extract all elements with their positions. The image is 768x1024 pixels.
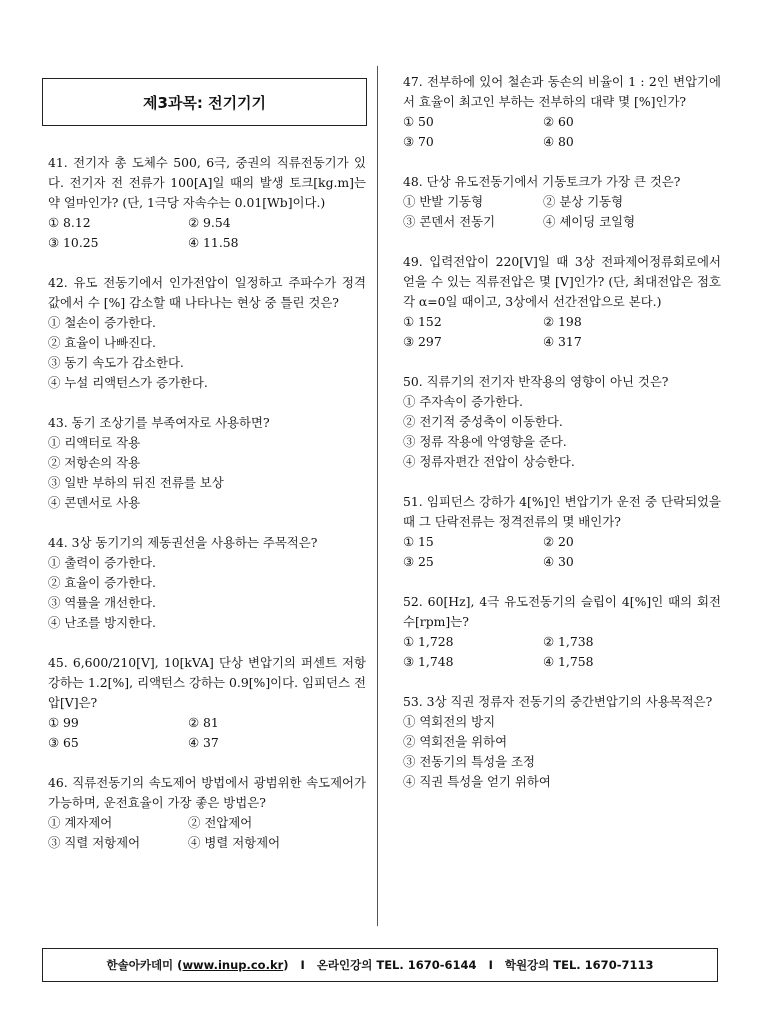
- options: [403, 112, 721, 152]
- question-stem: 45. 6,600/210[V], 10[kVA] 단상 변압기의 퍼센트 저항 강하는 1.2[%], 리액턴스 강하는 0.9[%]이다. 임피던스 전압[V]은?: [48, 655, 366, 710]
- option-1[interactable]: ① 리액터로 작용: [48, 435, 141, 450]
- section-title: 제3과목: 전기기기: [142, 93, 267, 112]
- question-42: [48, 273, 366, 393]
- option-1[interactable]: ① 50: [403, 114, 434, 129]
- option-1[interactable]: ① 152: [403, 314, 442, 329]
- option-3[interactable]: ③ 297: [403, 334, 442, 349]
- option-3[interactable]: ③ 역률을 개선한다.: [48, 595, 156, 610]
- options: [403, 392, 721, 472]
- option-1[interactable]: ① 99: [48, 715, 79, 730]
- options: [403, 712, 721, 792]
- question-43: [48, 413, 366, 513]
- option-3[interactable]: ③ 1,748: [403, 654, 454, 669]
- column-divider: [377, 66, 378, 926]
- question-52: [403, 592, 721, 672]
- question-stem: 50. 직류기의 전기자 반작용의 영향이 아닌 것은?: [403, 374, 669, 389]
- question-48: [403, 172, 721, 232]
- options: [48, 213, 366, 253]
- option-1[interactable]: ① 계자제어: [48, 815, 113, 830]
- option-4[interactable]: ④ 80: [543, 134, 574, 149]
- option-1[interactable]: ① 15: [403, 534, 434, 549]
- question-53: [403, 692, 721, 792]
- option-1[interactable]: ① 출력이 증가한다.: [48, 555, 156, 570]
- option-2[interactable]: ② 20: [543, 534, 574, 549]
- option-3[interactable]: ③ 정류 작용에 악영향을 준다.: [403, 434, 567, 449]
- option-3[interactable]: ③ 65: [48, 735, 79, 750]
- question-stem: 47. 전부하에 있어 철손과 동손의 비율이 1 : 2인 변압기에서 효율이 최고인 부하는 전부하의 대략 몇 [%]인가?: [403, 74, 721, 109]
- question-45: [48, 653, 366, 753]
- question-stem: 43. 동기 조상기를 부족여자로 사용하면?: [48, 415, 270, 430]
- option-4[interactable]: ④ 30: [543, 554, 574, 569]
- option-2[interactable]: ② 분상 기동형: [543, 194, 624, 209]
- question-49: [403, 252, 721, 352]
- options: [48, 553, 366, 633]
- options: [48, 433, 366, 513]
- option-3[interactable]: ③ 콘덴서 전동기: [403, 214, 496, 229]
- option-4[interactable]: ④ 병렬 저항제어: [188, 835, 281, 850]
- question-stem: 51. 임피던스 강하가 4[%]인 변압기가 운전 중 단락되었을 때 그 단락전류는 정격전류의 몇 배인가?: [403, 494, 721, 529]
- footer-separator: I: [300, 958, 305, 972]
- option-4[interactable]: ④ 직권 특성을 얻기 위하여: [403, 774, 551, 789]
- options: [48, 713, 366, 753]
- option-2[interactable]: ② 저항손의 작용: [48, 455, 141, 470]
- question-41: [48, 153, 366, 253]
- question-stem: 46. 직류전동기의 속도제어 방법에서 광범위한 속도제어가 가능하며, 운전효율이 가장 좋은 방법은?: [48, 775, 366, 810]
- option-2[interactable]: ② 60: [543, 114, 574, 129]
- left-column: [48, 153, 366, 873]
- question-stem: 42. 유도 전동기에서 인가전압이 일정하고 주파수가 정격 값에서 수 [%] 감소할 때 나타나는 현상 중 틀린 것은?: [48, 275, 366, 310]
- question-51: [403, 492, 721, 572]
- question-50: [403, 372, 721, 472]
- option-4[interactable]: ④ 난조를 방지한다.: [48, 615, 156, 630]
- option-1[interactable]: ① 8.12: [48, 215, 91, 230]
- options: [403, 192, 721, 232]
- option-2[interactable]: ② 전기적 중성축이 이동한다.: [403, 414, 563, 429]
- option-4[interactable]: ④ 정류자편간 전압이 상승한다.: [403, 454, 575, 469]
- option-1[interactable]: ① 반발 기동형: [403, 194, 484, 209]
- question-47: [403, 72, 721, 152]
- question-stem: 44. 3상 동기기의 제동권선을 사용하는 주목적은?: [48, 535, 318, 550]
- option-4[interactable]: ④ 317: [543, 334, 582, 349]
- option-3[interactable]: ③ 일반 부하의 뒤진 전류를 보상: [48, 475, 224, 490]
- option-3[interactable]: ③ 10.25: [48, 235, 99, 250]
- footer-separator: I: [488, 958, 493, 972]
- option-3[interactable]: ③ 직렬 저항제어: [48, 835, 141, 850]
- option-2[interactable]: ② 효율이 나빠진다.: [48, 335, 156, 350]
- options: [403, 312, 721, 352]
- option-2[interactable]: ② 전압제어: [188, 815, 253, 830]
- options: [48, 313, 366, 393]
- option-3[interactable]: ③ 70: [403, 134, 434, 149]
- option-2[interactable]: ② 9.54: [188, 215, 231, 230]
- section-title-box: [42, 78, 367, 126]
- footer-url-link[interactable]: www.inup.co.kr: [182, 958, 284, 972]
- option-1[interactable]: ① 철손이 증가한다.: [48, 315, 156, 330]
- option-2[interactable]: ② 81: [188, 715, 219, 730]
- option-3[interactable]: ③ 동기 속도가 감소한다.: [48, 355, 184, 370]
- question-stem: 48. 단상 유도전동기에서 기동토크가 가장 큰 것은?: [403, 174, 681, 189]
- option-2[interactable]: ② 198: [543, 314, 582, 329]
- option-3[interactable]: ③ 25: [403, 554, 434, 569]
- option-2[interactable]: ② 역회전을 위하여: [403, 734, 508, 749]
- right-column: [403, 72, 721, 812]
- option-3[interactable]: ③ 전동기의 특성을 조정: [403, 754, 535, 769]
- footer-academy: 한솔아카데미: [106, 958, 174, 972]
- option-1[interactable]: ① 역회전의 방지: [403, 714, 496, 729]
- options: [48, 813, 366, 853]
- footer-online-tel: 온라인강의 TEL. 1670-6144: [316, 958, 477, 972]
- option-1[interactable]: ① 주자속이 증가한다.: [403, 394, 523, 409]
- question-stem: 53. 3상 직권 정류자 전동기의 중간변압기의 사용목적은?: [403, 694, 713, 709]
- option-1[interactable]: ① 1,728: [403, 634, 454, 649]
- question-stem: 41. 전기자 총 도체수 500, 6극, 중권의 직류전동기가 있다. 전기자 전 전류가 100[A]일 때의 발생 토크[kg.m]는 약 얼마인가? (단, 1극당 자속수는 0.01[Wb]이다.): [48, 155, 366, 210]
- option-4[interactable]: ④ 11.58: [188, 235, 239, 250]
- option-2[interactable]: ② 1,738: [543, 634, 594, 649]
- question-46: [48, 773, 366, 853]
- option-4[interactable]: ④ 1,758: [543, 654, 594, 669]
- footer-box: 한솔아카데미 ( www.inup.co.kr ) I 온라인강의 TEL. 1670-6144 I 학원강의 TEL. 1670-7113: [42, 948, 718, 982]
- option-2[interactable]: ② 효율이 증가한다.: [48, 575, 156, 590]
- option-4[interactable]: ④ 누설 리액턴스가 증가한다.: [48, 375, 208, 390]
- option-4[interactable]: ④ 콘덴서로 사용: [48, 495, 141, 510]
- question-44: [48, 533, 366, 633]
- question-stem: 49. 입력전압이 220[V]일 때 3상 전파제어정류회로에서 얻을 수 있는 직류전압은 몇 [V]인가? (단, 최대전압은 점호각 α=0일 때이고, 3상에서 선간전압으로 본다.): [403, 254, 721, 309]
- question-stem: 52. 60[Hz], 4극 유도전동기의 슬립이 4[%]인 때의 회전수[rpm]는?: [403, 594, 721, 629]
- options: [403, 632, 721, 672]
- options: [403, 532, 721, 572]
- footer-offline-tel: 학원강의 TEL. 1670-7113: [504, 958, 654, 972]
- option-4[interactable]: ④ 셰이딩 코일형: [543, 214, 636, 229]
- option-4[interactable]: ④ 37: [188, 735, 219, 750]
